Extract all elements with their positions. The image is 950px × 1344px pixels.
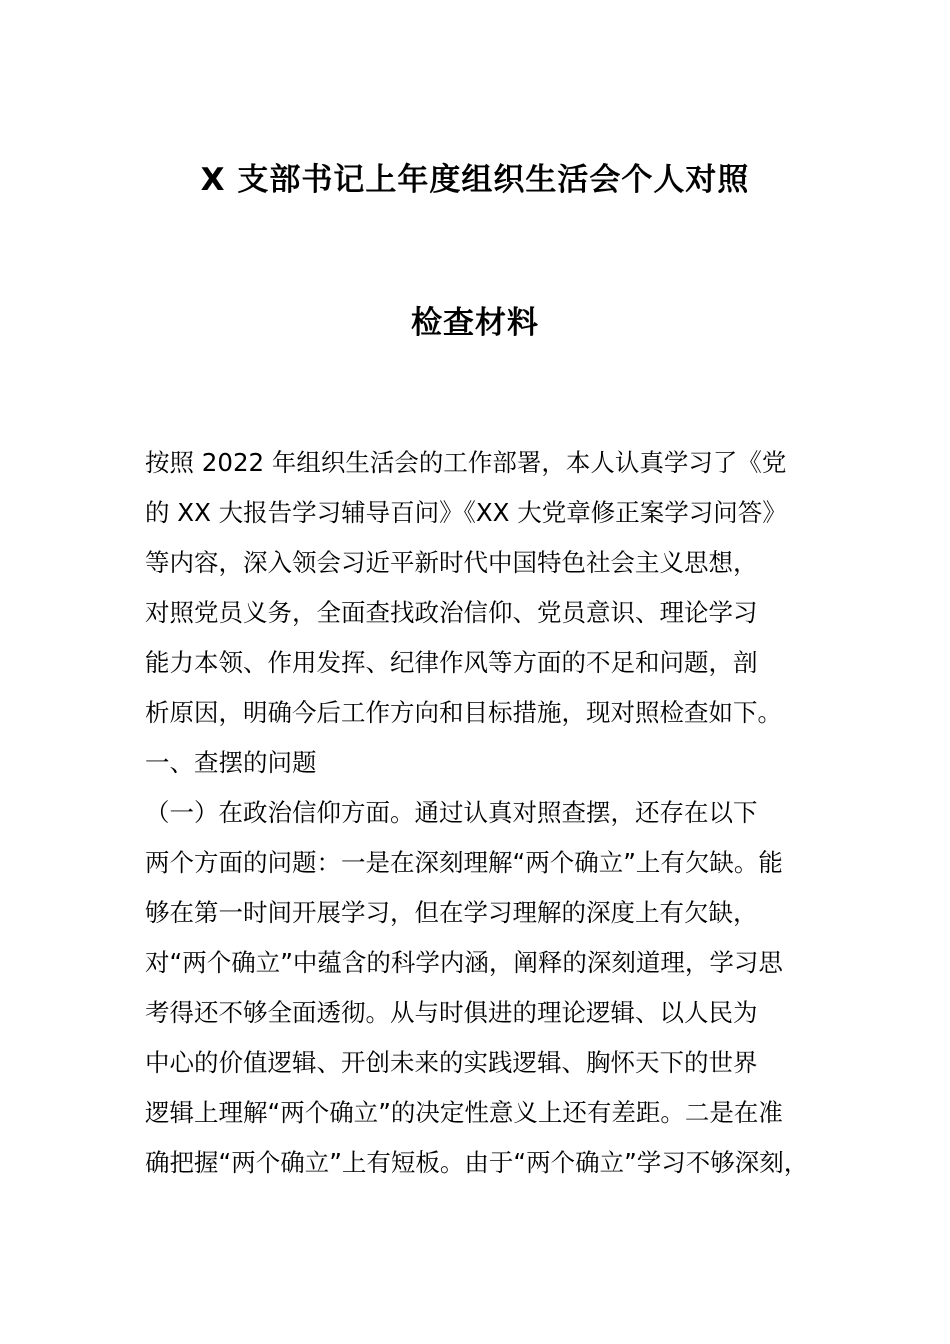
body-line: 确把握“两个确立”上有短板。由于“两个确立”学习不够深刻， [145,1148,809,1177]
body-line: 对照党员义务，全面查找政治信仰、党员意识、理论学习 [145,598,758,627]
document-title-line-1: X 支部书记上年度组织生活会个人对照 [200,162,750,198]
body-line: 等内容，深入领会习近平新时代中国特色社会主义思想， [145,548,758,577]
body-line: 中心的价值逻辑、开创未来的实践逻辑、胸怀天下的世界 [145,1048,758,1077]
body-line: 逻辑上理解“两个确立”的决定性意义上还有差距。二是在准 [145,1098,783,1127]
body-line: 考得还不够全面透彻。从与时俱进的理论逻辑、以人民为 [145,998,758,1027]
body-line: 析原因，明确今后工作方向和目标措施，现对照检查如下。 [145,698,782,727]
body-line: 按照 2022 年组织生活会的工作部署，本人认真学习了《党 [145,448,787,477]
body-line: 两个方面的问题：一是在深刻理解“两个确立”上有欠缺。能 [145,848,783,877]
document-body [145,438,835,1188]
body-line: （一）在政治信仰方面。通过认真对照查摆，还存在以下 [145,798,758,827]
section-heading: 一、查摆的问题 [145,748,317,777]
body-line: 的 XX 大报告学习辅导百问》《XX 大党章修正案学习问答》 [145,498,787,527]
body-line: 够在第一时间开展学习，但在学习理解的深度上有欠缺， [145,898,758,927]
body-line: 对“两个确立”中蕴含的科学内涵，阐释的深刻道理，学习思 [145,948,783,977]
document-title-line-2: 检查材料 [411,305,539,341]
body-line: 能力本领、作用发挥、纪律作风等方面的不足和问题，剖 [145,648,758,677]
